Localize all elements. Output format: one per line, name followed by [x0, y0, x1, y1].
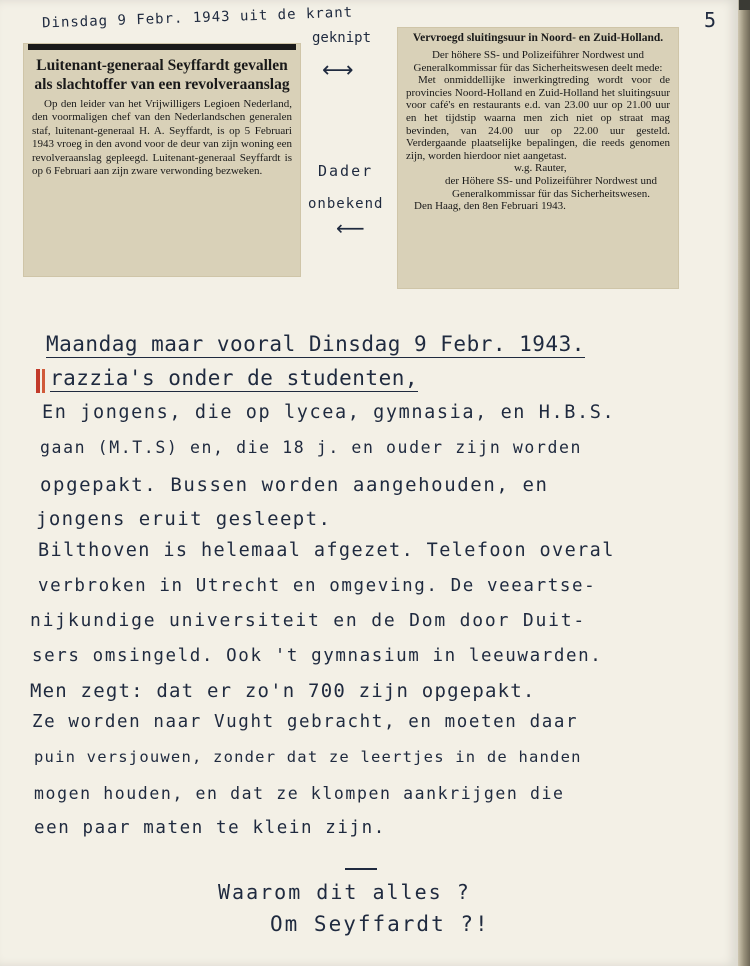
- clipping-signature-title: der Höhere SS- und Polizeiführer Nordwest und Generalkommissar für das Sicherheitswesen.: [444, 174, 657, 200]
- margin-note-dader: Dader: [318, 162, 374, 180]
- clipping-headline: Luitenant-generaal Seyffardt gevallen als slachtoffer van een revolveraanslag: [34, 57, 290, 93]
- diary-line-6: jongens eruit gesleept.: [36, 508, 332, 530]
- left-arrow-icon: ⟵: [336, 216, 365, 240]
- diary-line-2: razzia's onder de studenten,: [50, 366, 419, 390]
- clipping-intro: Der höhere SS- und Polizeiführer Nordwest und Generalkommissar für das Sicherheitswesen deelt mede:: [413, 49, 663, 74]
- diary-question-2: Om Seyffardt ?!: [270, 912, 490, 936]
- clipping-signature: w.g. Rauter,: [514, 162, 567, 175]
- clipping-paragraph: Met onmiddellijke inwerkingtreding wordt voor de provincies Noord-Holland en Zuid-Holland het sluitingsuur voor café's en restaurants e.d. van 23.00 uur op 21.00 uur en het tijdstip waarna men zich niet op straat mag bevinden, van 24.00 uur op 22.00 uur gesteld. Verdergaande plaatselijke bepalingen, die reeds genomen zijn, worden hierdoor niet aangetast.: [406, 74, 670, 162]
- page-edge: [738, 10, 750, 966]
- red-margin-mark: [42, 369, 45, 393]
- closing-dash: [345, 868, 377, 870]
- red-margin-mark: [36, 369, 40, 393]
- diary-line-14: mogen houden, en dat ze klompen aankrijgen die: [34, 784, 565, 803]
- margin-note-onbekend: onbekend: [308, 196, 384, 212]
- diary-line-7: Bilthoven is helemaal afgezet. Telefoon overal: [38, 540, 615, 561]
- diary-line-8: verbroken in Utrecht en omgeving. De veeartse-: [38, 576, 597, 596]
- diary-line-10: sers omsingeld. Ook 't gymnasium in leeuwarden.: [32, 646, 603, 666]
- clipping-rule: [28, 44, 296, 50]
- clipping-headline: Vervroegd sluitingsuur in Noord- en Zuid-Holland.: [412, 32, 664, 44]
- diary-line-3: En jongens, die op lycea, gymnasia, en H.B.S.: [42, 402, 616, 423]
- newspaper-clipping-curfew: [398, 28, 678, 288]
- diary-line-15: een paar maten te klein zijn.: [34, 818, 386, 838]
- diary-line-5: opgepakt. Bussen worden aangehouden, en: [40, 474, 549, 496]
- diary-line-12: Ze worden naar Vught gebracht, en moeten daar: [32, 712, 579, 732]
- clipping-body: Op den leider van het Vrijwilligers Legioen Nederland, den voormaligen chef van den Nederlandschen generalen staf, luitenant-generaal H. A. Seyffardt, is op 5 Februari 1943 vroeg in den avond voor de deur van zijn woning een revolveraanslag gepleegd. Luitenant-generaal Seyffardt is op 6 Februari aan zijn zware verwonding bezweken.: [32, 98, 292, 178]
- margin-note-geknipt: geknipt: [312, 30, 372, 46]
- newspaper-clipping-seyffardt: [24, 44, 300, 276]
- diary-line-11: Men zegt: dat er zo'n 700 zijn opgepakt.: [30, 680, 536, 702]
- double-arrow-icon: ⟷: [322, 58, 354, 83]
- clipping-date: Den Haag, den 8en Februari 1943.: [414, 200, 566, 213]
- header-note: Dinsdag 9 Febr. 1943 uit de krant: [41, 4, 354, 32]
- clipping-body: [406, 74, 670, 162]
- diary-line-4: gaan (M.T.S) en, die 18 j. en ouder zijn worden: [40, 438, 583, 457]
- diary-line-1: Maandag maar vooral Dinsdag 9 Febr. 1943.: [46, 332, 585, 356]
- diary-line-9: nijkundige universiteit en de Dom door Duit-: [30, 610, 587, 631]
- page-number: 5: [704, 8, 717, 32]
- diary-question-1: Waarom dit alles ?: [218, 880, 471, 904]
- diary-line-13: puin versjouwen, zonder dat ze leertjes in de handen: [34, 748, 582, 766]
